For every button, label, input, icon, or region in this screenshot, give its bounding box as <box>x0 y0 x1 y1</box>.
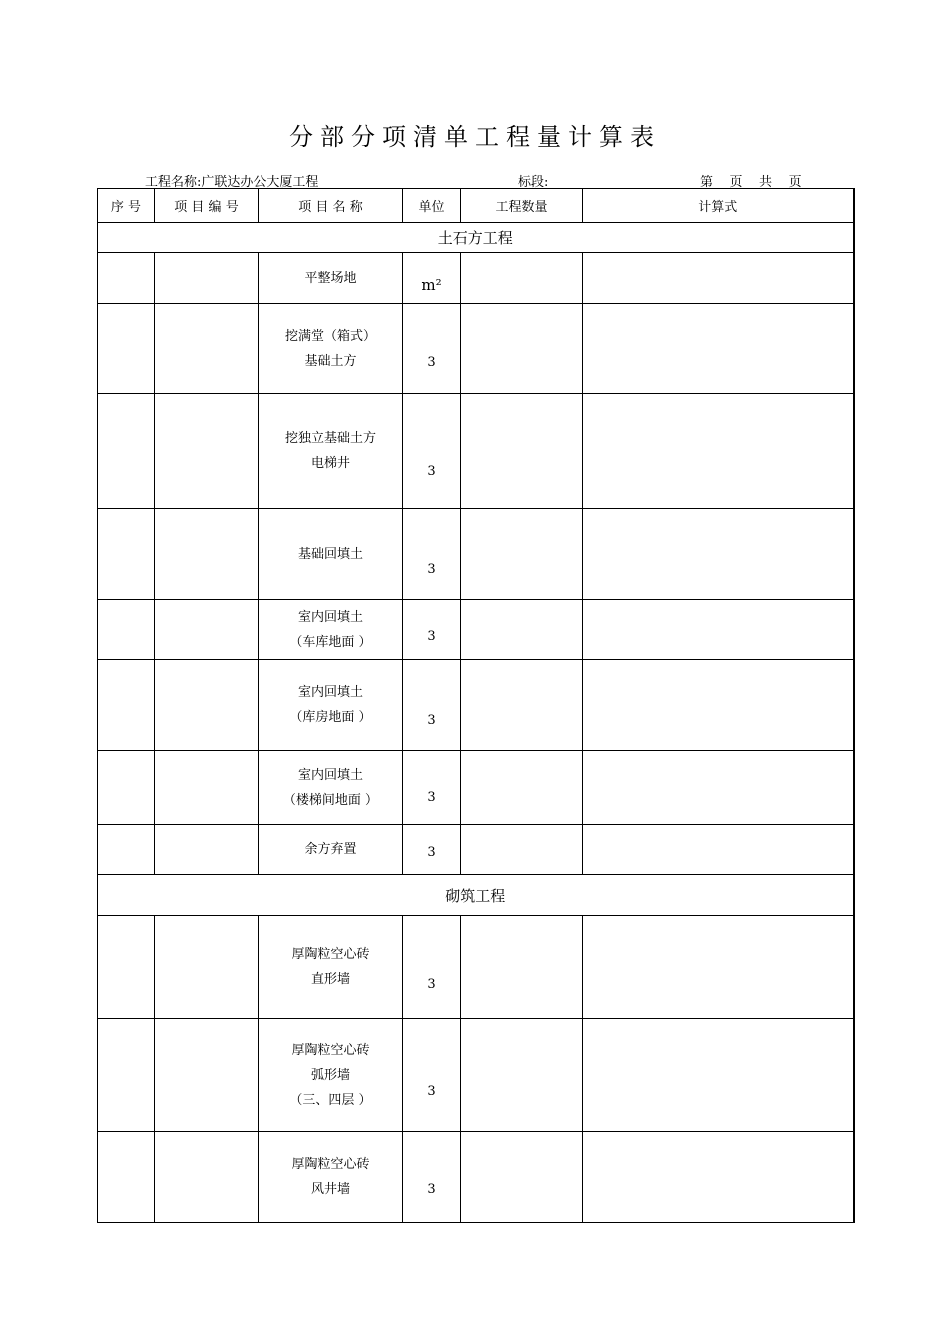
item-name-line: 厚陶粒空心砖 <box>291 1042 370 1058</box>
formula-cell <box>583 825 854 875</box>
formula-cell <box>583 751 854 825</box>
formula-cell <box>583 304 854 394</box>
item-name-line: 风井墙 <box>310 1182 350 1197</box>
formula-cell <box>583 1132 854 1223</box>
header-code: 项 目 编 号 <box>155 189 259 223</box>
quantity-cell <box>461 751 583 825</box>
formula-cell <box>583 253 854 304</box>
quantity-cell <box>461 509 583 600</box>
item-name-line: （楼梯间地面 ） <box>282 792 379 808</box>
unit-cell <box>403 394 461 509</box>
index-cell <box>98 660 155 751</box>
formula-cell <box>583 916 854 1019</box>
unit-label: 3 <box>427 845 436 860</box>
formula-cell <box>583 394 854 509</box>
table-row <box>98 600 854 660</box>
unit-label: 3 <box>427 463 436 479</box>
code-cell <box>155 304 259 394</box>
index-cell <box>98 916 155 1019</box>
code-cell <box>155 916 259 1019</box>
item-name-cell <box>259 253 403 304</box>
item-name-line: 电梯井 <box>310 456 350 471</box>
code-cell <box>155 600 259 660</box>
unit-cell <box>403 825 461 875</box>
quantity-cell <box>461 1019 583 1132</box>
code-cell <box>155 1132 259 1223</box>
table-row <box>98 394 854 509</box>
item-name-line: （三、四层 ） <box>289 1092 372 1108</box>
code-cell <box>155 751 259 825</box>
index-cell <box>98 304 155 394</box>
unit-cell <box>403 916 461 1019</box>
header-name: 项 目 名 称 <box>259 189 403 223</box>
item-name-cell <box>259 394 403 509</box>
quantity-cell <box>461 304 583 394</box>
item-name-line: （库房地面 ） <box>289 710 372 725</box>
quantity-cell <box>461 253 583 304</box>
item-name-line: 室内回填土 <box>297 767 363 783</box>
table-row <box>98 509 854 600</box>
item-name-line: 平整场地 <box>304 270 357 286</box>
item-name-line: 直形墙 <box>310 972 350 987</box>
code-cell <box>155 253 259 304</box>
code-cell <box>155 509 259 600</box>
formula-cell <box>583 600 854 660</box>
unit-cell <box>403 253 461 304</box>
item-name-cell <box>259 825 403 875</box>
unit-label: 3 <box>427 1084 436 1099</box>
quantity-cell <box>461 600 583 660</box>
quantity-cell <box>461 825 583 875</box>
header-row <box>98 189 854 223</box>
unit-label: 3 <box>427 790 436 805</box>
quantity-cell <box>461 660 583 751</box>
item-name-line: （车库地面 ） <box>289 634 372 650</box>
unit-label: 3 <box>427 1181 436 1197</box>
code-cell <box>155 394 259 509</box>
table-row <box>98 1132 854 1223</box>
item-name-cell <box>259 304 403 394</box>
unit-cell <box>403 1019 461 1132</box>
code-cell <box>155 825 259 875</box>
table-body <box>98 223 854 1223</box>
unit-label: 3 <box>427 976 436 992</box>
unit-label: 3 <box>427 628 436 644</box>
unit-cell <box>403 600 461 660</box>
index-cell <box>98 1019 155 1132</box>
table-row <box>98 660 854 751</box>
table-row <box>98 825 854 875</box>
formula-cell <box>583 660 854 751</box>
unit-cell <box>403 751 461 825</box>
formula-cell <box>583 1019 854 1132</box>
unit-cell <box>403 509 461 600</box>
item-name-line: 基础回填土 <box>297 546 363 562</box>
index-cell <box>98 394 155 509</box>
index-cell <box>98 509 155 600</box>
unit-cell <box>403 660 461 751</box>
item-name-line: 弧形墙 <box>310 1067 350 1083</box>
table-row <box>98 304 854 394</box>
index-cell <box>98 825 155 875</box>
item-name-line: 厚陶粒空心砖 <box>291 1157 370 1172</box>
quantity-cell <box>461 916 583 1019</box>
quantity-cell <box>461 394 583 509</box>
item-name-cell <box>259 1019 403 1132</box>
table-row <box>98 916 854 1019</box>
item-name-line: 室内回填土 <box>297 685 363 700</box>
section-row <box>98 875 854 916</box>
quantity-cell <box>461 1132 583 1223</box>
item-name-cell <box>259 600 403 660</box>
section-row <box>98 223 854 253</box>
item-name-cell <box>259 509 403 600</box>
header-index: 序 号 <box>98 189 155 223</box>
unit-cell <box>403 304 461 394</box>
item-name-line: 挖满堂（箱式） <box>284 328 376 344</box>
index-cell <box>98 600 155 660</box>
header-formula: 计算式 <box>583 189 854 223</box>
code-cell <box>155 660 259 751</box>
unit-cell <box>403 1132 461 1223</box>
item-name-cell <box>259 916 403 1019</box>
header-quantity: 工程数量 <box>461 189 583 223</box>
table-row <box>98 751 854 825</box>
section-title: 土石方工程 <box>98 223 854 253</box>
index-cell <box>98 253 155 304</box>
section-title: 砌筑工程 <box>98 875 854 916</box>
unit-label: m² <box>421 276 442 294</box>
code-cell <box>155 1019 259 1132</box>
item-name-line: 厚陶粒空心砖 <box>291 947 370 962</box>
header-unit: 单位 <box>403 189 461 223</box>
item-name-cell <box>259 1132 403 1223</box>
item-name-line: 余方弃置 <box>304 842 357 857</box>
project-name: 工程名称:广联达办公大厦工程 <box>145 175 319 190</box>
quantity-table <box>97 188 855 1223</box>
unit-label: 3 <box>427 561 436 577</box>
formula-cell <box>583 509 854 600</box>
index-cell <box>98 1132 155 1223</box>
unit-label: 3 <box>427 355 436 370</box>
table-row <box>98 1019 854 1132</box>
page-title: 分部分项清单工程量计算表 <box>289 123 661 151</box>
table-row <box>98 253 854 304</box>
index-cell <box>98 751 155 825</box>
page-number: 第 页 共 页 <box>700 175 802 190</box>
item-name-line: 挖独立基础土方 <box>284 431 376 446</box>
item-name-line: 室内回填土 <box>297 609 363 625</box>
item-name-cell <box>259 751 403 825</box>
item-name-line: 基础土方 <box>304 353 357 369</box>
section-label: 标段: <box>518 175 549 190</box>
item-name-cell <box>259 660 403 751</box>
unit-label: 3 <box>427 712 436 728</box>
